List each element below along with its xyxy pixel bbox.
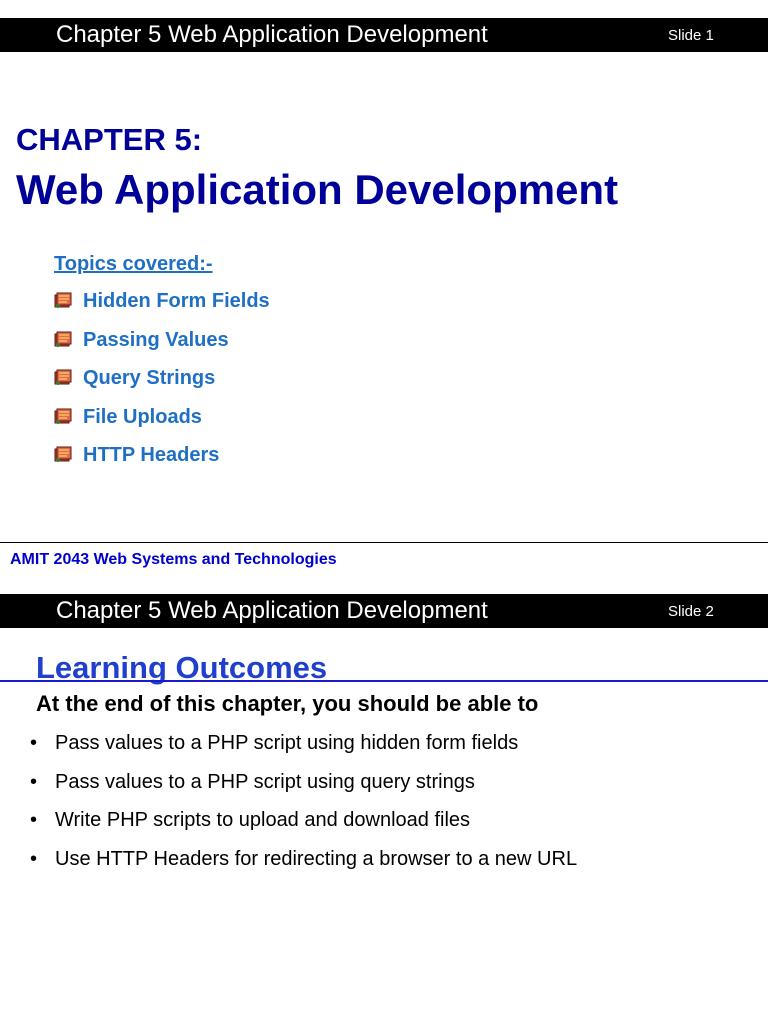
chapter-title: Web Application Development (16, 166, 619, 213)
topic-label: Query Strings (83, 367, 216, 389)
learning-outcomes-heading: Learning Outcomes (36, 650, 328, 685)
book-bullet-icon (54, 292, 72, 310)
outcome-item (30, 844, 577, 883)
topic-label: File Uploads (83, 405, 202, 428)
outcome-text: Pass values to a PHP script using query strings (55, 770, 475, 793)
outcome-text: Pass values to a PHP script using hidden form fields (55, 732, 519, 754)
topics-heading: Topics covered:- (54, 253, 213, 275)
topic-item (54, 403, 270, 442)
outcome-item (30, 805, 577, 844)
slide1-header-title: Chapter 5 Web Application Development (56, 21, 488, 48)
outcome-text: Use HTTP Headers for redirecting a browser to a new URL (55, 847, 578, 870)
slide2-header-title: Chapter 5 Web Application Development (56, 597, 488, 624)
slide1-header-bar (0, 18, 768, 52)
book-bullet-icon (54, 369, 72, 387)
outcome-text: Write PHP scripts to upload and download files (55, 809, 471, 831)
slide2-header-bar (0, 594, 768, 628)
bullet-dot-icon: • (30, 847, 38, 870)
book-bullet-icon (54, 408, 72, 426)
slide1-number: Slide 1 (668, 27, 714, 44)
topic-item (54, 364, 270, 403)
heading-underline-rule (0, 680, 768, 682)
outcome-item (30, 767, 577, 806)
chapter-label: CHAPTER 5: (16, 122, 203, 157)
outcomes-list (30, 728, 577, 882)
bullet-dot-icon: • (30, 809, 38, 831)
topic-item (54, 441, 270, 480)
topic-label: Hidden Form Fields (83, 290, 270, 312)
outcome-item (30, 728, 577, 767)
topic-label: HTTP Headers (83, 444, 220, 466)
topic-item (54, 326, 270, 365)
slide2-number: Slide 2 (668, 603, 714, 620)
book-bullet-icon (54, 446, 72, 464)
topic-item (54, 287, 270, 326)
book-bullet-icon (54, 331, 72, 349)
topics-list (54, 287, 270, 480)
course-footer: AMIT 2043 Web Systems and Technologies (10, 551, 337, 568)
bullet-dot-icon: • (30, 732, 38, 754)
topic-label: Passing Values (83, 328, 229, 351)
bullet-dot-icon: • (30, 770, 38, 793)
footer-divider (0, 542, 768, 543)
learning-outcomes-intro: At the end of this chapter, you should be able to (36, 691, 539, 716)
